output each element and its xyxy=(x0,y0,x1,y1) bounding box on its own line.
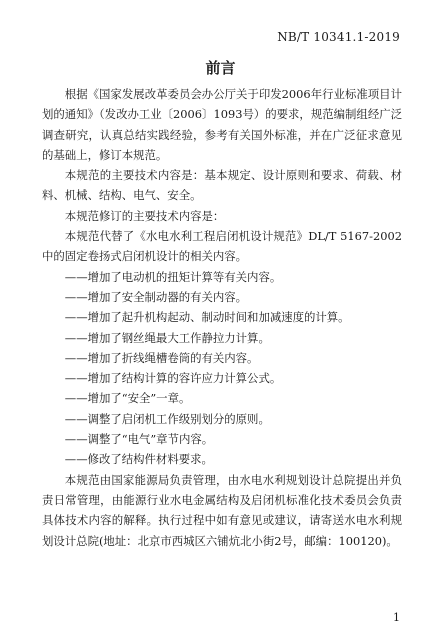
document-body xyxy=(42,84,402,551)
list-item: ——增加了电动机的扭矩计算等有关内容。 xyxy=(64,269,282,284)
page-number: 1 xyxy=(393,611,400,624)
list-item: ——调整了启闭机工作级别划分的原则。 xyxy=(64,411,270,426)
list-item: ——增加了安全制动器的有关内容。 xyxy=(64,289,248,304)
list-item: ——增加了钢丝绳最大工作静拉力计算。 xyxy=(64,330,270,345)
list-item: ——修改了结构件材料要求。 xyxy=(64,452,213,467)
list-item: ——增加了“安全”一章。 xyxy=(64,391,191,406)
paragraph-management: 本规范由国家能源局负责管理，由水电水利规划设计总院提出并负责日常管理，由能源行业水电金属结构及启闭机标准化技术委员会负责具体技术内容的解释。执行过程中如有意见或建议，请寄送水电水利规划设计总院(地址：北京市西城区六铺炕北小街2号，邮编：100120)。 xyxy=(42,472,402,548)
page-title: 前言 xyxy=(205,59,236,77)
list-item: ——调整了“电气”章节内容。 xyxy=(64,432,214,447)
standard-number: NB/T 10341.1-2019 xyxy=(277,30,400,44)
list-item: ——增加了折线绳槽卷筒的有关内容。 xyxy=(64,350,259,365)
paragraph-basis: 根据《国家发展改革委员会办公厅关于印发2006年行业标准项目计划的通知》（发改办工业〔2006〕1093号）的要求，规范编制组经广泛调查研究，认真总结实践经验，参考有关国外标准，并在广泛征求意见的基础上，修订本规范。 xyxy=(42,87,402,162)
paragraph-main-content: 本规范的主要技术内容是：基本规定、设计原则和要求、荷载、材料、机械、结构、电气、安全。 xyxy=(42,168,402,203)
list-item: ——增加了结构计算的容许应力计算公式。 xyxy=(64,371,282,386)
list-item: ——增加了起升机构起动、制动时间和加减速度的计算。 xyxy=(64,310,350,325)
paragraph-revision-intro: 本规范修订的主要技术内容是： xyxy=(64,208,225,223)
paragraph-replacement: 本规范代替了《水电水利工程启闭机设计规范》DL/T 5167-2002中的固定卷扬式启闭机设计的相关内容。 xyxy=(42,229,402,264)
